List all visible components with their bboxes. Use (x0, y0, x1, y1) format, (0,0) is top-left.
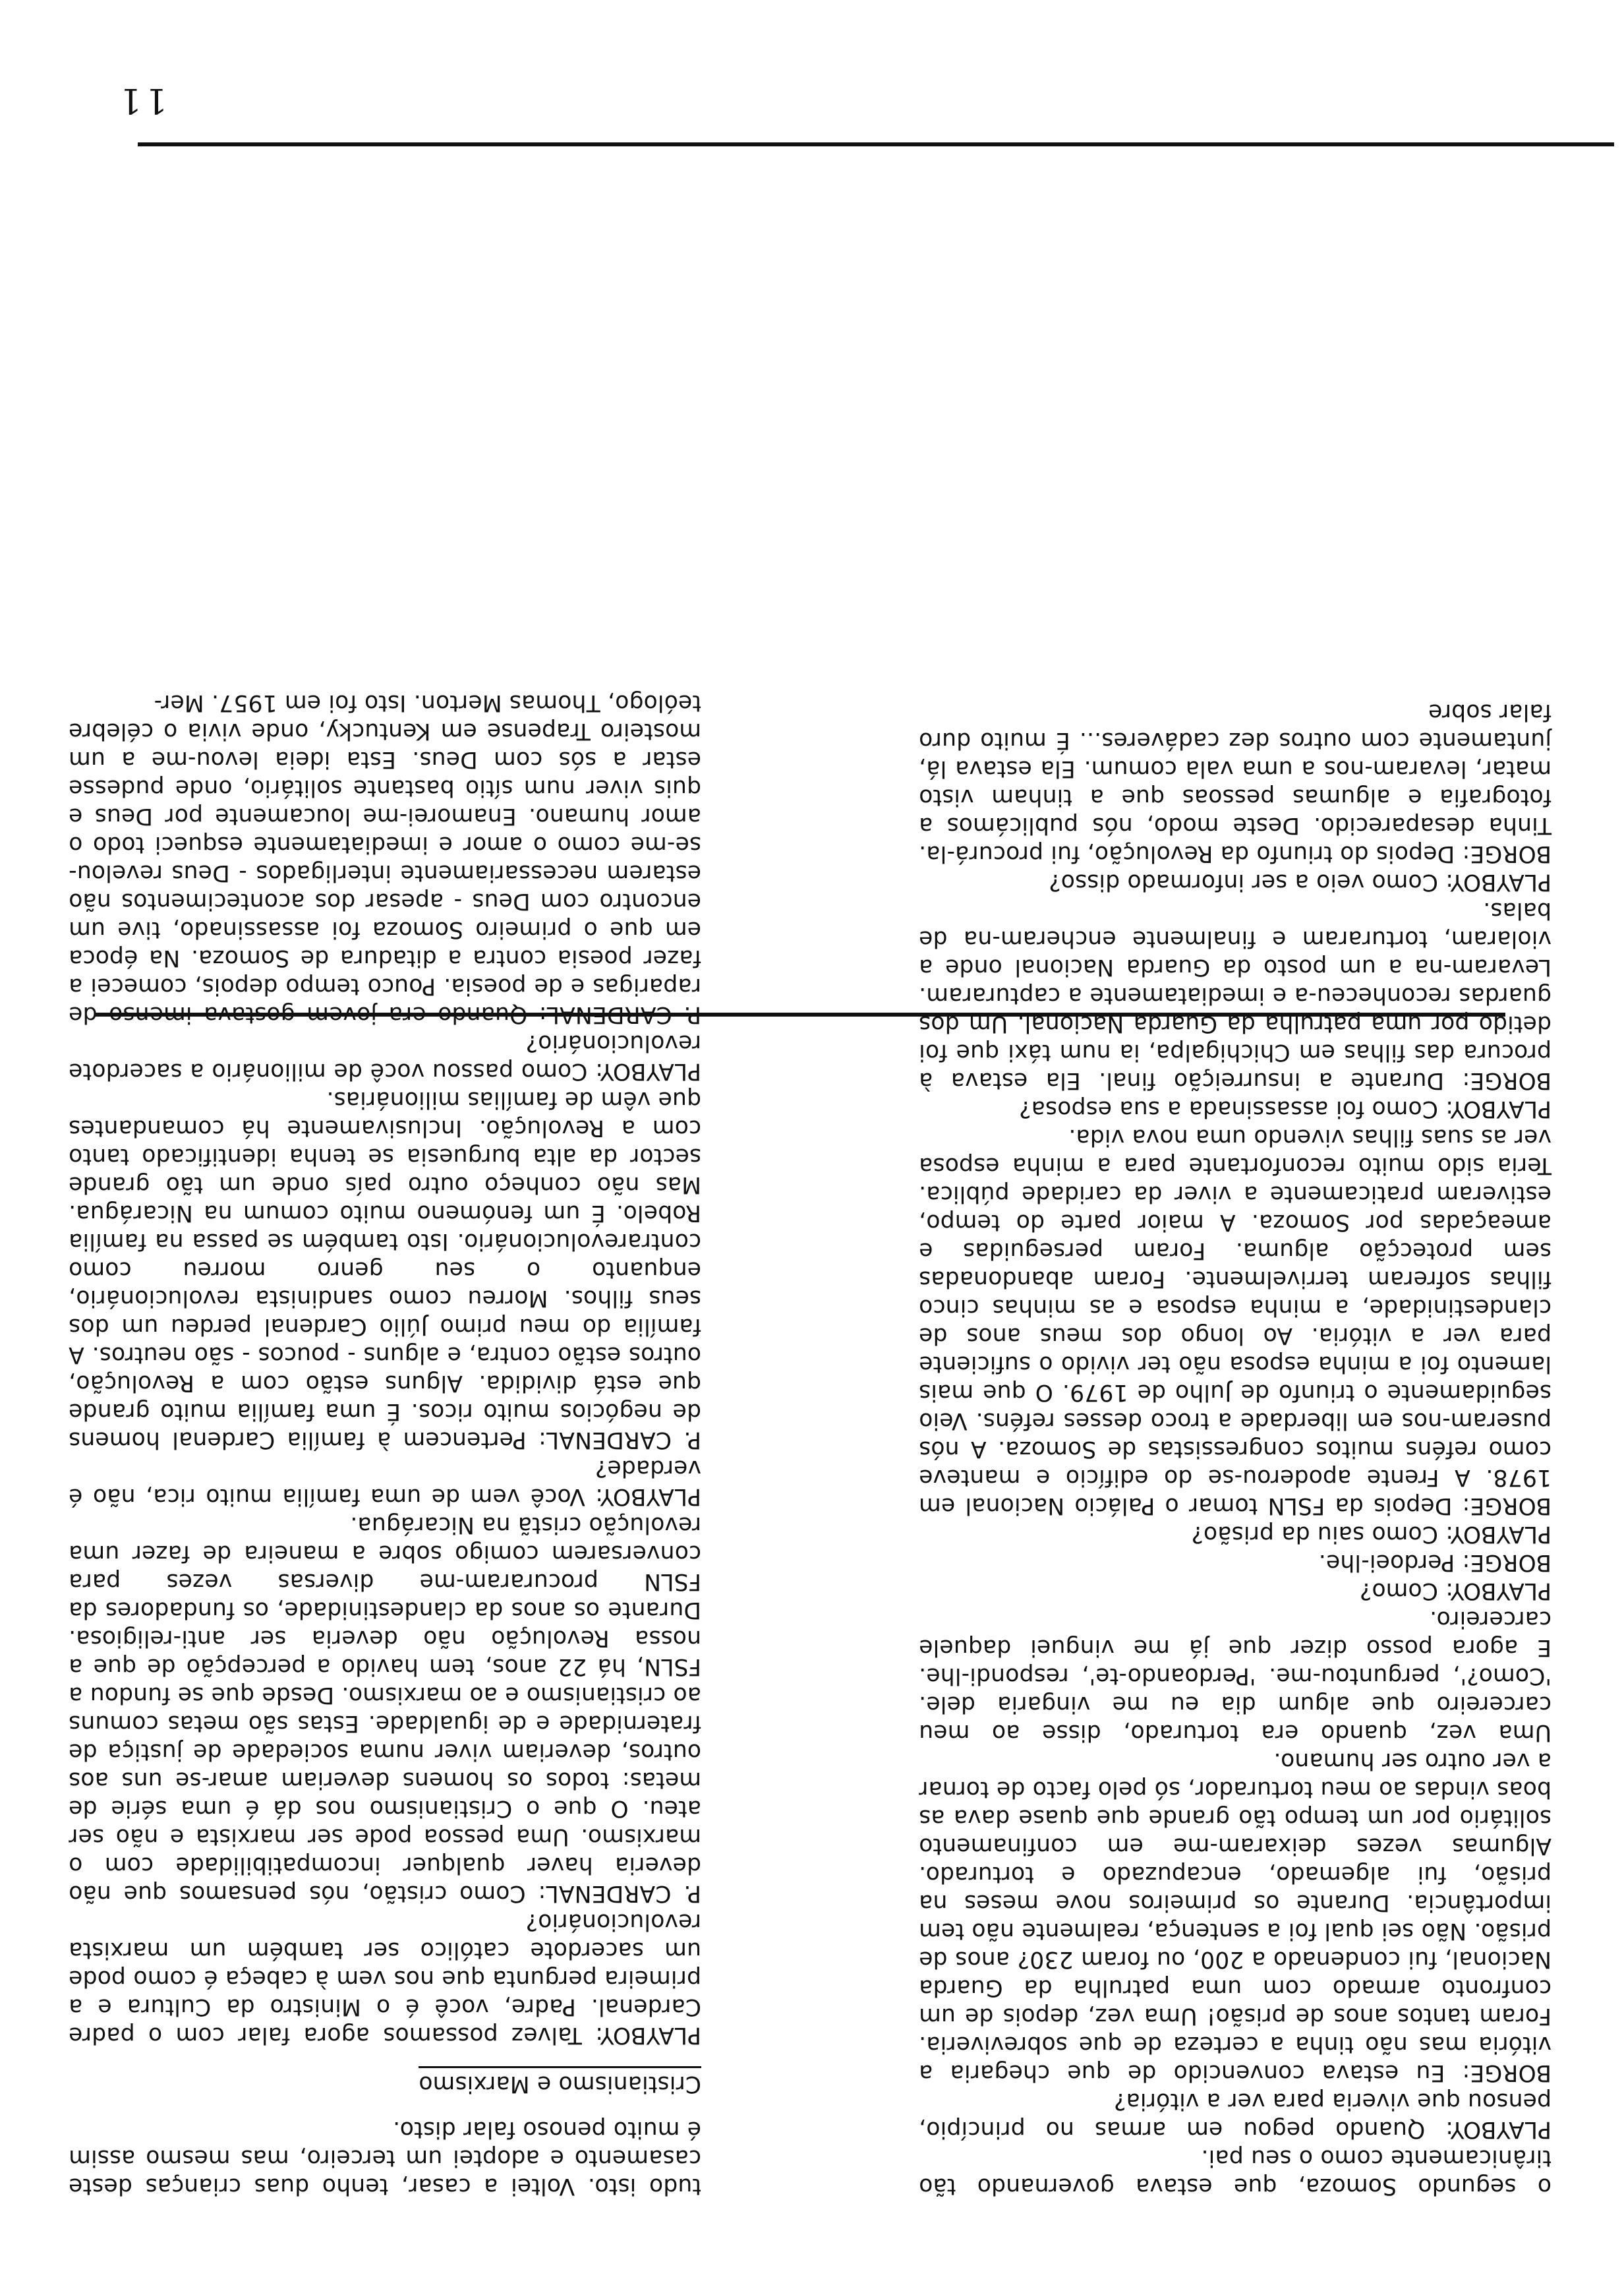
paragraph: BORGE: Depois da FSLN tomar o Palácio Nacional em 1978. A Frente apoderou-se do edifício e manteve como reféns muitos congressistas de Somoza. A nós puseram-nos em liberdade a troco desses reféns. Veio seguidamente o triunfo de Julho de 1979. O que mais lamento foi a minha esposa não ter vivido o suficiente para ver a vitória. Ao longo dos meus anos de clandestinidade, a minha esposa e as minhas cinco filhas sofreram terrivelmente. Foram abandonadas sem protecção alguma. Foram perseguidas e ameaçadas por Somoza. A maior parte do tempo, estiveram praticamente a viver da caridade pública. Teria sido muito reconfortante para a minha esposa ver as suas filhas vivendo uma nova vida. (919, 1124, 1552, 1519)
paragraph: PLAYBOY: Como saiu da prisão? (1191, 1521, 1552, 1547)
column-right-upper (69, 690, 701, 2200)
header-rule (138, 142, 1614, 146)
paragraph: tudo isto. Voltei a casar, tenho duas crianças deste casamento e adoptei um terceiro, mas mesmo assim é muito penoso falar disto. (69, 2116, 701, 2199)
paragraph: Uma vez, quando era torturado, disse ao meu carcereiro que algum dia eu me vingaria dele. 'Como?', perguntou-me. 'Perdoando-te', respondi-lhe. E agora posso dizer que já me vinguei daquele carcereiro. (919, 1606, 1552, 1746)
paragraph: PLAYBOY: Como veio a ser informado disso? (1049, 869, 1552, 895)
paragraph: o segundo Somoza, que estava governando tão tirânicamente como o seu pai. (919, 2145, 1552, 2199)
paragraph: PLAYBOY: Como? (1359, 1578, 1552, 1604)
paragraph: P. CARDENAL: Como cristão, nós pensamos que não deveria haver qualquer incompatibilidade com o marxismo. Uma pessoa pode ser marxista e não ser ateu. O que o Cristianismo nos dá é uma série de metas: todos os homens deveriam amar-se uns aos outros, deveriam viver numa sociedade de justiça de fraternidade e de igualdade. Estas são metas comuns ao cristianismo e ao marxismo. Desde que se fundou a FSLN, há 22 anos, tem havido a percepção de que a nossa Revolução não deveria ser anti-religiosa. Durante os anos da clandestinidade, os fundadores da FSLN procuraram-me diversas vezes para conversarem comigo sobre a maneira de fazer uma revolução cristã na Nicarágua. (69, 1512, 701, 1907)
column-left-upper (919, 699, 1552, 2200)
paragraph: PLAYBOY: Talvez possamos agora falar com o padre Cardenal. Padre, você é o Ministro da Cultura e a primeira pergunta que nos vem à cabeça é como pode um sacerdote católico ser também um marxista revolucionário? (69, 1909, 701, 2048)
paragraph: P. CARDENAL: Quando era jovem gostava imenso de raparigas e de poesia. Pouco tempo depois, comecei a fazer poesia contra a ditadura de Somoza. Na época em que o primeiro Somoza foi assassinado, tive um encontro com Deus - apesar dos acontecimentos não estarem necessariamente interligados - Deus revelou-se-me como o amor e imediatamente esqueci todo o amor humano. Enamorei-me loucamente por Deus e quis viver num sítio bastante solitário, onde pudesse estar a sós com Deus. Esta ideia levou-me a um mosteiro Trapense em Kentucky, onde vivia o célebre teólogo, Thomas Merton. Isto foi em 1957. Mer- (69, 690, 701, 1028)
paragraph: BORGE: Eu estava convencido de que chegaria a vitória mas não tinha a certeza de que sobreviveria. Foram tantos anos de prisão! Uma vez, depois de um confronto armado com uma patrulha da Guarda Nacional, fui condenado a 200, ou foram 230? anos de prisão. Não sei qual foi a sentença, realmente não tem importância. Durante os primeiros nove meses na prisão, fui algemado, encapuzado e torturado. Algumas vezes deixaram-me em confinamento solitário por um tempo tão grande que quase dava as boas vindas ao meu torturador, só pelo facto de tornar a ver outro ser humano. (919, 1748, 1552, 2086)
paragraph: PLAYBOY: Quando pegou em armas no princípio, pensou que viveria para ver a vitória? (919, 2088, 1552, 2143)
paragraph: BORGE: Durante a insurreição final. Ela estava à procura das filhas em Chichigalpa, ia num táxi que foi detido por uma patrulha da Guarda Nacional. Um dos guardas reconheceu-a e imediatamente a capturaram. Levaram-na a um posto da Guarda Nacional onde a violaram, torturaram e finalmente encheram-na de balas. (919, 897, 1552, 1094)
paragraph: PLAYBOY: Você vem de uma família muito rica, não é verdade? (69, 1455, 701, 1510)
page-number: 11 (115, 80, 167, 120)
paragraph: BORGE: Perdoei-lhe. (1318, 1549, 1552, 1576)
paragraph: BORGE: Depois do triunfo da Revolução, fui procurá-la. Tinha desaparecido. Deste modo, nós publicámos a fotografia e algumas pessoas que a tinham visto matar, levaram-nos a uma vala comum. Ela estava lá, juntamente com outros dez cadáveres... É muito duro falar sobre (919, 699, 1552, 867)
paragraph: PLAYBOY: Como foi assassinada a sua esposa? (1019, 1096, 1552, 1122)
paragraph: P. CARDENAL: Pertencem à família Cardenal homens de negócios muito ricos. É uma família muito grande que está dividida. Alguns estão com a Revolução, outros estão contra, e alguns - poucos - são neutros. A família do meu primo Júlio Cardenal perdeu um dos seus filhos. Morreu como sandinista revolucionário, enquanto o seu genro morreu como contrarevolucionário. Isto também se passa na família Robelo. É um fenómeno muito comum na Nicarágua. Mas não conheço outro país onde um tão grande sector da alta burguesia se tenha identificado tanto com a Revolução. Inclusivamente há comandantes que vêm de famílias milionárias. (69, 1086, 701, 1453)
section-heading: Cristianismo e Marxismo (419, 2066, 701, 2098)
paragraph: PLAYBOY: Como passou você de milionário a sacerdote revolucionário? (69, 1030, 701, 1085)
